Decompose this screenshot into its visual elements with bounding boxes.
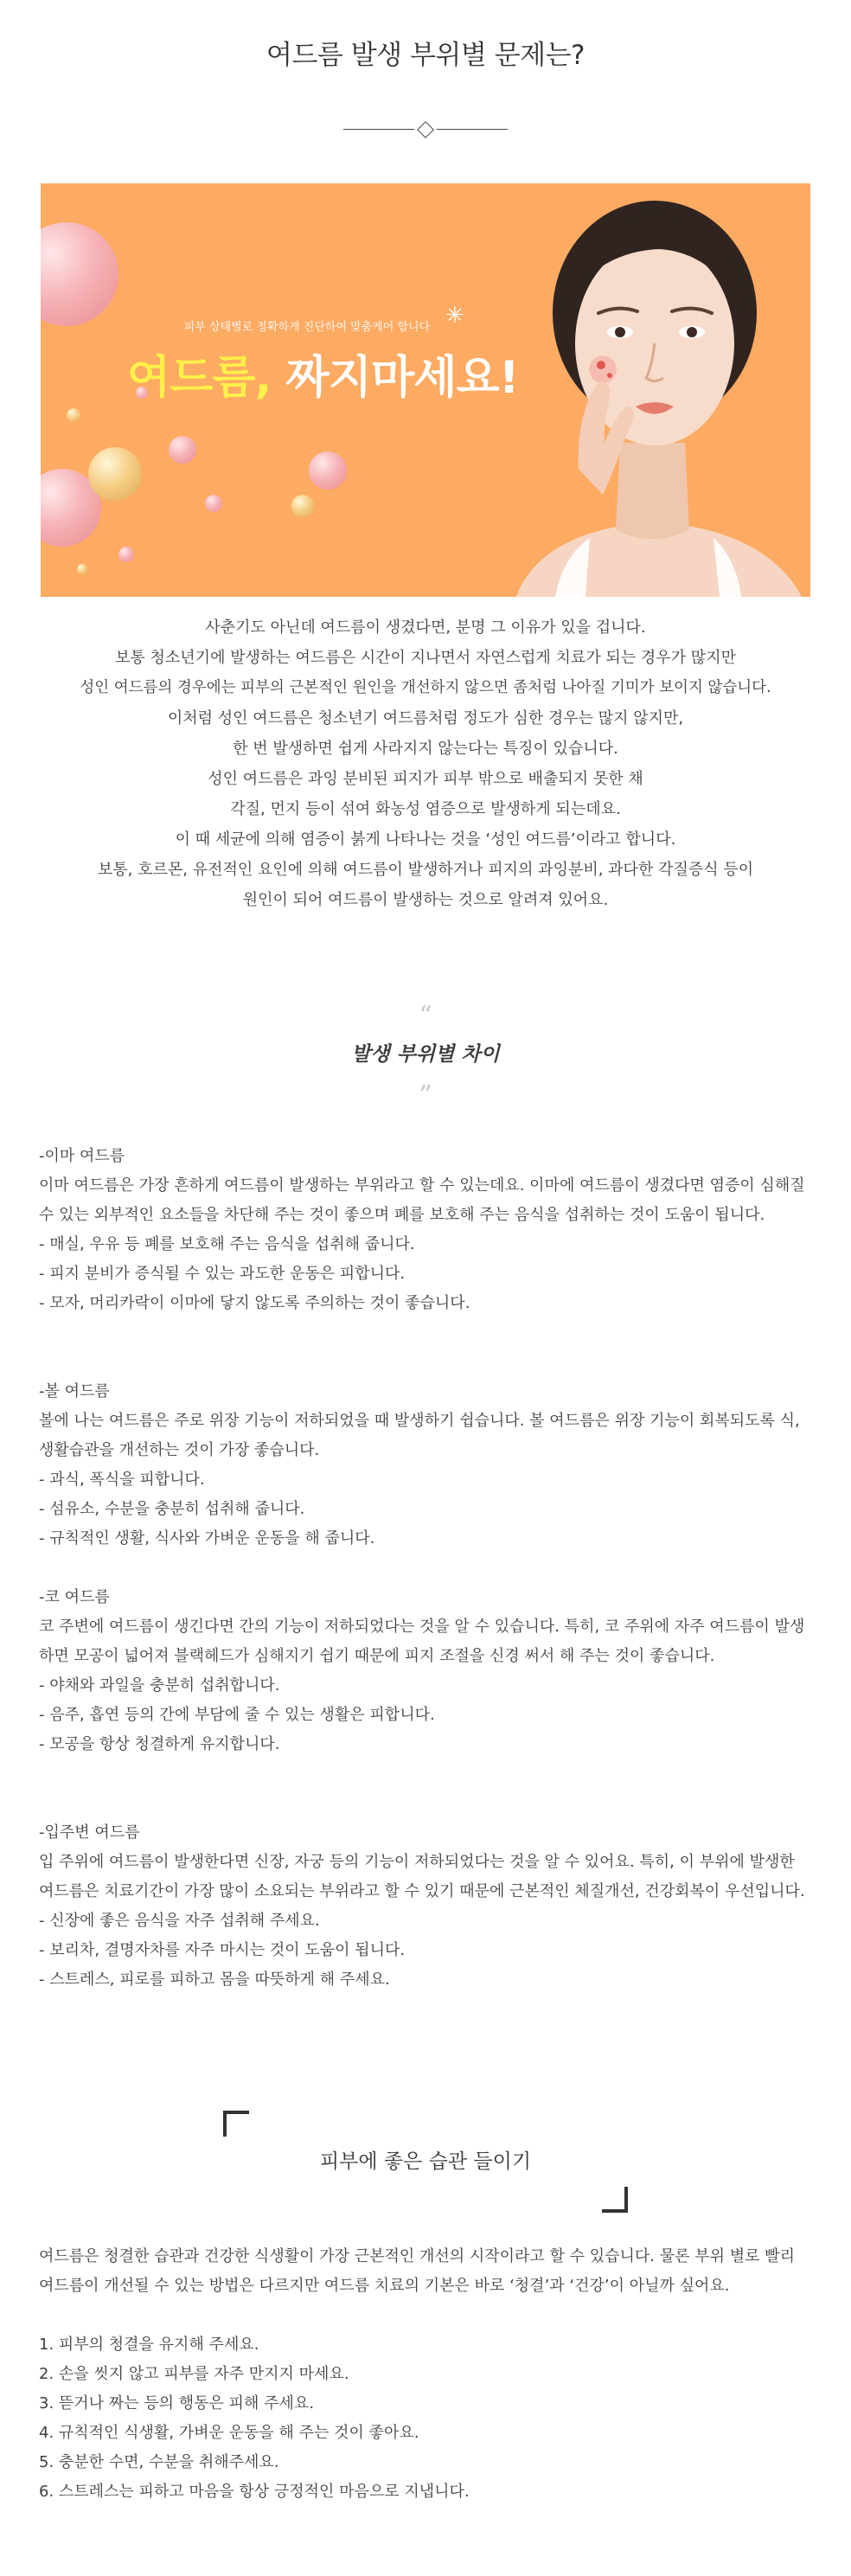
sparkle-icon: ✳ <box>445 303 464 329</box>
area-description: 코 주변에 여드름이 생긴다면 간의 기능이 저하되었다는 것을 알 수 있습니다. 특히, 코 주위에 자주 여드름이 발생하면 모공이 넓어져 블랙헤드가 심해지기 쉽기 때문에 피지 조절을 신경 써서 해 주는 것이 좋습니다. <box>39 1618 805 1665</box>
divider-line-right <box>437 129 508 130</box>
section-title: 발생 부위별 차이 <box>351 1043 500 1066</box>
area-description: 볼에 나는 여드름은 주로 위장 기능이 저하되었을 때 발생하기 쉽습니다. 볼 여드름은 위장 기능이 회복되도록 식, 생활습관을 개선하는 것이 가장 좋습니다. <box>39 1412 800 1459</box>
intro-line: 사춘기도 아닌데 여드름이 생겼다면, 분명 그 이유가 있을 겁니다. <box>205 618 646 637</box>
area-tip: - 매실, 우유 등 폐를 보호해 주는 음식을 섭취해 줍니다. <box>39 1235 415 1253</box>
divider-line-left <box>343 129 414 130</box>
banner-headline-accent: 여드름, <box>127 352 272 404</box>
bubble-decoration <box>41 222 118 326</box>
area-tip: - 모자, 머리카락이 이마에 닿지 않도록 주의하는 것이 좋습니다. <box>39 1294 470 1312</box>
banner-headline <box>127 341 518 406</box>
area-tip: - 보리차, 결명자차를 자주 마시는 것이 도움이 됩니다. <box>39 1941 406 1959</box>
area-heading: -이마 여드름 <box>39 1147 125 1165</box>
area-tip: - 피지 분비가 증식될 수 있는 과도한 운동은 피합니다. <box>39 1265 406 1283</box>
habit-item: 2. 손을 씻지 않고 피부를 자주 만지지 마세요. <box>39 2365 349 2383</box>
area-heading: -입주변 여드름 <box>39 1823 140 1842</box>
area-nose <box>39 1583 809 1759</box>
bubble-decoration <box>77 564 87 574</box>
habit-item: 1. 피부의 청결을 유지해 주세요. <box>39 2336 259 2354</box>
corner-bracket-icon <box>223 2111 249 2137</box>
spacer <box>39 2301 809 2330</box>
area-forehead <box>39 1142 809 1318</box>
intro-paragraph <box>35 612 816 915</box>
area-tip: - 규칙적인 생활, 식사와 가벼운 운동을 해 줍니다. <box>39 1529 375 1548</box>
intro-line: 성인 여드름의 경우에는 피부의 근본적인 원인을 개선하지 않으면 좀처럼 나아질 기미가 보이지 않습니다. <box>80 679 771 696</box>
area-cheek <box>39 1377 809 1554</box>
open-quote-icon: “ <box>419 1001 432 1031</box>
area-heading: -코 여드름 <box>39 1588 110 1606</box>
diamond-icon <box>417 121 434 138</box>
area-mouth <box>39 1818 809 1995</box>
area-tip: - 신장에 좋은 음식을 자주 섭취해 주세요. <box>39 1912 320 1930</box>
intro-line: 이 때 세균에 의해 염증이 붉게 나타나는 것을 ‘성인 여드름’이라고 합니다. <box>175 830 676 849</box>
page-title: 여드름 발생 부위별 문제는? <box>266 40 585 71</box>
intro-line: 원인이 되어 여드름이 발생하는 것으로 알려져 있어요. <box>242 891 609 909</box>
bubble-decoration <box>205 495 222 512</box>
area-tip: - 음주, 흡연 등의 간에 부담에 줄 수 있는 생활은 피합니다. <box>39 1706 435 1724</box>
bubble-decoration <box>67 408 80 422</box>
area-tip: - 스트레스, 피로를 피하고 몸을 따뜻하게 해 주세요. <box>39 1970 390 1989</box>
habits-description: 여드름은 청결한 습관과 건강한 식생활이 가장 근본적인 개선의 시작이라고 할 수 있습니다. 물론 부위 별로 빨리 여드름이 개선될 수 있는 방법은 다르지만 여드름 치료의 기본은 바로 ‘청결’과 ‘건강’이 아닐까 싶어요. <box>39 2247 796 2295</box>
bubble-decoration <box>88 447 142 501</box>
habits-title: 피부에 좋은 습관 들이기 <box>319 2150 532 2173</box>
area-tip: - 과식, 폭식을 피합니다. <box>39 1471 205 1489</box>
corner-bracket-icon <box>602 2187 628 2213</box>
hero-banner <box>41 183 810 597</box>
intro-line: 이처럼 성인 여드름은 청소년기 여드름처럼 정도가 심한 경우는 많지 않지만, <box>167 709 684 727</box>
intro-line: 각질, 먼지 등이 섞여 화농성 염증으로 발생하게 되는데요. <box>230 800 621 818</box>
area-tip: - 모공을 항상 청결하게 유지합니다. <box>39 1735 280 1753</box>
area-description: 입 주위에 여드름이 발생한다면 신장, 자궁 등의 기능이 저하되었다는 것을 알 수 있어요. 특히, 이 부위에 발생한 여드름은 치료기간이 가장 많이 소요되는 부위라고 할 수 있기 때문에 근본적인 체질개선, 건강회복이 우선입니다. <box>39 1853 805 1900</box>
title-divider <box>343 121 508 138</box>
area-heading: -볼 여드름 <box>39 1382 110 1400</box>
bubble-decoration <box>169 436 196 464</box>
area-description: 이마 여드름은 가장 흔하게 여드름이 발생하는 부위라고 할 수 있는데요. 이마에 여드름이 생겼다면 염증이 심해질 수 있는 외부적인 요소들을 차단해 주는 것이 좋으며 폐를 보호해 주는 음식을 섭취하는 것이 도움이 됩니다. <box>39 1176 805 1224</box>
banner-subtitle: 피부 상태별로 정확하게 진단하여 맞춤케어 합니다 <box>183 321 431 334</box>
intro-line: 한 번 발생하면 쉽게 사라지지 않는다는 특징이 있습니다. <box>233 740 618 758</box>
close-quote-icon: ” <box>419 1080 432 1111</box>
habit-item: 4. 규칙적인 식생활, 가벼운 운동을 해 주는 것이 좋아요. <box>39 2424 419 2442</box>
banner-headline-main: 짜지마세요! <box>271 352 519 404</box>
model-portrait-image <box>482 183 810 597</box>
habits-section <box>39 2242 809 2507</box>
bubble-decoration <box>309 452 347 490</box>
habit-item: 3. 뜯거나 짜는 등의 행동은 피해 주세요. <box>39 2394 315 2413</box>
habit-item: 6. 스트레스는 피하고 마음을 항상 긍정적인 마음으로 지냅니다. <box>39 2483 470 2501</box>
intro-line: 성인 여드름은 과잉 분비된 피지가 피부 밖으로 배출되지 못한 채 <box>208 770 643 788</box>
area-tip: - 야채와 과일을 충분히 섭취합니다. <box>39 1676 280 1695</box>
area-tip: - 섬유소, 수분을 충분히 섭취해 줍니다. <box>39 1500 305 1518</box>
bubble-decoration <box>291 495 314 517</box>
habit-item: 5. 충분한 수면, 수분을 취해주세요. <box>39 2453 279 2471</box>
bubble-decoration <box>118 547 134 562</box>
intro-line: 보통, 호르몬, 유전적인 요인에 의해 여드름이 발생하거나 피지의 과잉분비, 과다한 각질증식 등이 <box>97 861 754 879</box>
intro-line: 보통 청소년기에 발생하는 여드름은 시간이 지나면서 자연스럽게 치료가 되는 경우가 많지만 <box>115 649 736 667</box>
